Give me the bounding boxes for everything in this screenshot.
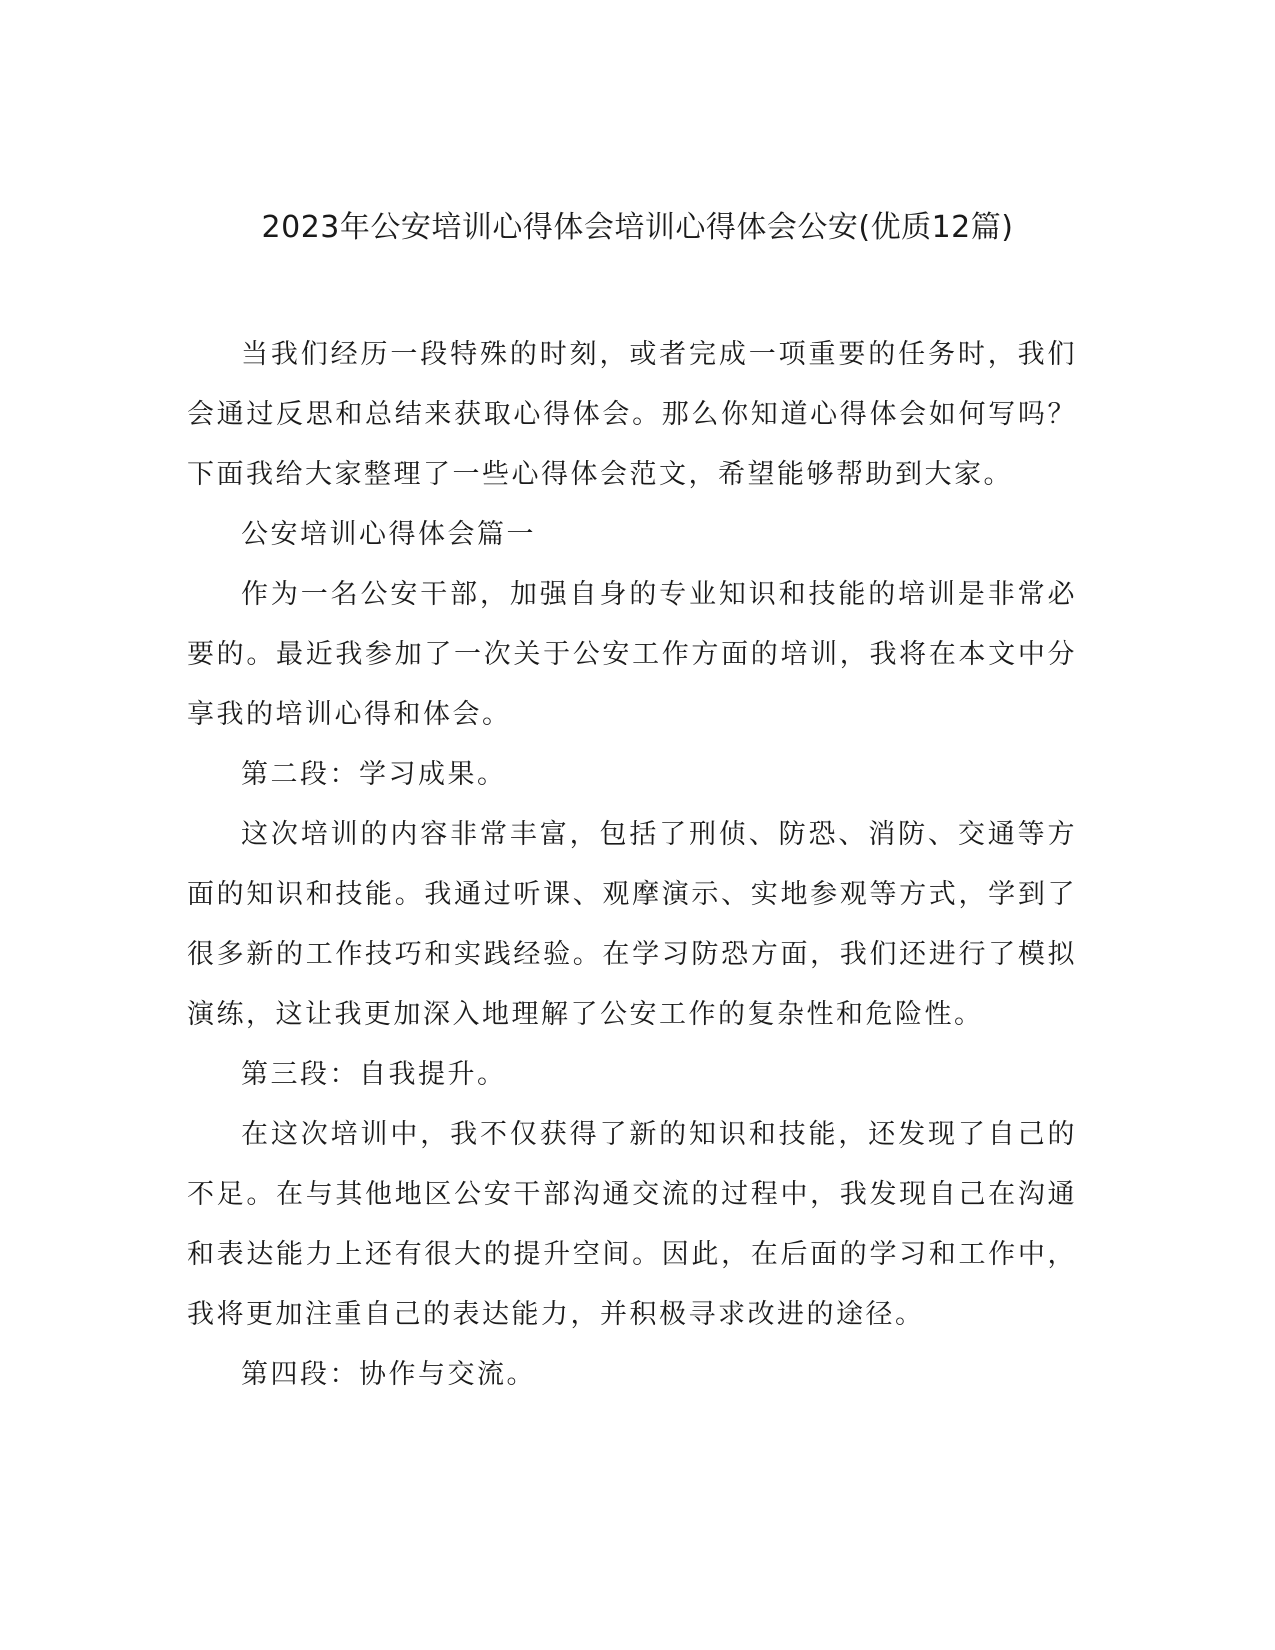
section-heading-1: 公安培训心得体会篇一: [241, 519, 536, 550]
segment-3-heading: 第三段：自我提升。: [241, 1059, 507, 1090]
segment-2-heading: 第二段：学习成果。: [241, 759, 507, 790]
document-title: 2023年公安培训心得体会培训心得体会公安(优质12篇): [261, 210, 1014, 245]
document-body: [187, 325, 1077, 1405]
segment-4-heading: 第四段：协作与交流。: [241, 1359, 536, 1390]
segment-3-paragraph: 在这次培训中，我不仅获得了新的知识和技能，还发现了自己的不足。在与其他地区公安干部沟通交流的过程中，我发现自己在沟通和表达能力上还有很大的提升空间。因此，在后面的学习和工作中，我将更加注重自己的表达能力，并积极寻求改进的途径。: [187, 1119, 1077, 1330]
section-1-paragraph: 作为一名公安干部，加强自身的专业知识和技能的培训是非常必要的。最近我参加了一次关于公安工作方面的培训，我将在本文中分享我的培训心得和体会。: [187, 579, 1077, 730]
intro-paragraph: 当我们经历一段特殊的时刻，或者完成一项重要的任务时，我们会通过反思和总结来获取心得体会。那么你知道心得体会如何写吗？下面我给大家整理了一些心得体会范文，希望能够帮助到大家。: [187, 339, 1077, 490]
segment-2-paragraph: 这次培训的内容非常丰富，包括了刑侦、防恐、消防、交通等方面的知识和技能。我通过听课、观摩演示、实地参观等方式，学到了很多新的工作技巧和实践经验。在学习防恐方面，我们还进行了模拟演练，这让我更加深入地理解了公安工作的复杂性和危险性。: [187, 819, 1077, 1030]
